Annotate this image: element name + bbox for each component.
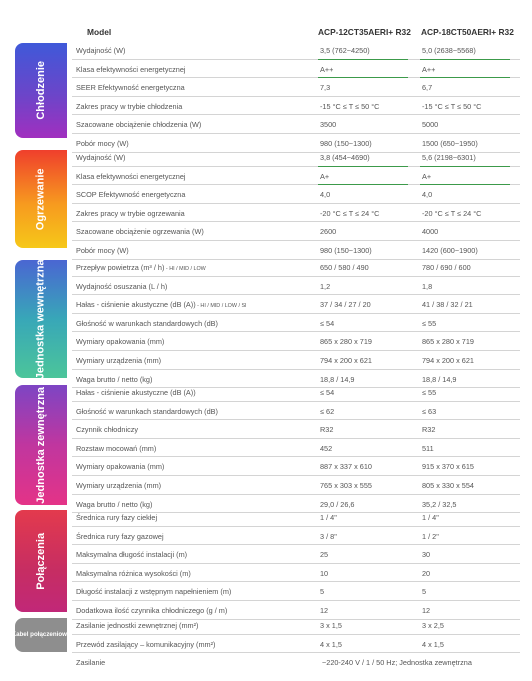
spec-value-model-2: 18,8 / 14,9 bbox=[422, 374, 457, 384]
spec-label: Waga brutto / netto (kg) bbox=[76, 499, 153, 509]
spec-value-model-1: -20 °C ≤ T ≤ 24 °C bbox=[320, 208, 380, 218]
spec-row bbox=[72, 148, 520, 167]
spec-label: Przepływ powietrza (m³ / h) - HI / MID / LOW bbox=[76, 263, 206, 272]
spec-value-model-2: -20 °C ≤ T ≤ 24 °C bbox=[422, 208, 482, 218]
spec-row bbox=[72, 204, 520, 223]
spec-value-model-1: 980 (150~1300) bbox=[320, 138, 372, 148]
spec-label: Wymiary opakowania (mm) bbox=[76, 337, 165, 347]
spec-label: Klasa efektywności energetycznej bbox=[76, 64, 186, 74]
section-title: Kabel połączeniowy bbox=[11, 631, 71, 639]
spec-value-model-1: 980 (150~1300) bbox=[320, 245, 372, 255]
spec-value-model-2: -15 °C ≤ T ≤ 50 °C bbox=[422, 101, 482, 111]
spec-value-model-1: A+ bbox=[320, 171, 330, 181]
section-rows bbox=[72, 258, 520, 388]
spec-row bbox=[72, 545, 520, 564]
spec-row bbox=[72, 277, 520, 296]
spec-value-model-1: 4,0 bbox=[320, 190, 331, 200]
spec-value-model-2: ≤ 63 bbox=[422, 406, 437, 416]
spec-value-model-1: 887 x 337 x 610 bbox=[320, 462, 372, 472]
spec-row bbox=[72, 351, 520, 370]
spec-value-model-2: 1500 (650~1950) bbox=[422, 138, 478, 148]
spec-value-model-1: 452 bbox=[320, 443, 333, 453]
section-title: Połączenia bbox=[34, 532, 47, 590]
spec-label: Głośność w warunkach standardowych (dB) bbox=[76, 318, 218, 328]
section-rows bbox=[72, 508, 520, 620]
spec-value-model-1: 37 / 34 / 27 / 20 bbox=[320, 300, 371, 310]
spec-row bbox=[72, 439, 520, 458]
table-header bbox=[0, 25, 532, 41]
section-rows bbox=[72, 616, 520, 672]
section-title: Chłodzenie bbox=[34, 61, 47, 120]
section-rows bbox=[72, 41, 520, 153]
section-tab-kabel bbox=[11, 618, 71, 652]
spec-row bbox=[72, 653, 520, 672]
spec-label: Zasilanie bbox=[76, 658, 106, 668]
spec-value-model-2: 5 bbox=[422, 587, 427, 597]
spec-label: Dodatkowa ilość czynnika chłodniczego (g / m) bbox=[76, 605, 228, 615]
spec-value-model-2: 4 x 1,5 bbox=[422, 639, 444, 649]
header-model-2: ACP-18CT50AERI+ R32 bbox=[421, 27, 514, 37]
spec-label: Głośność w warunkach standardowych (dB) bbox=[76, 406, 218, 416]
spec-label: Wydajność (W) bbox=[76, 153, 126, 162]
spec-value-model-2: 20 bbox=[422, 568, 431, 578]
spec-label: Hałas - ciśnienie akustyczne (dB (A)) bbox=[76, 388, 196, 397]
spec-value-model-2: 4,0 bbox=[422, 190, 433, 200]
spec-row bbox=[72, 41, 520, 60]
spec-value-model-1: 2600 bbox=[320, 227, 337, 237]
section-title: Jednostka wewnętrzna bbox=[34, 259, 47, 379]
spec-label: Długość instalacji z wstępnym napełnieniem (m) bbox=[76, 587, 232, 597]
spec-value-model-2: 805 x 330 x 554 bbox=[422, 480, 474, 490]
spec-value-model-2: 865 x 280 x 719 bbox=[422, 337, 474, 347]
section-tab-ogrzewanie bbox=[15, 150, 67, 248]
spec-row bbox=[72, 314, 520, 333]
section-title: Jednostka zewnętrzna bbox=[34, 386, 47, 504]
spec-value-model-1: 865 x 280 x 719 bbox=[320, 337, 372, 347]
spec-value-both: ~220-240 V / 1 / 50 Hz; Jednostka zewnętrzna bbox=[322, 658, 472, 668]
spec-row bbox=[72, 78, 520, 97]
spec-value-model-2: 3 x 2,5 bbox=[422, 621, 444, 630]
spec-row bbox=[72, 508, 520, 527]
spec-value-model-1: 18,8 / 14,9 bbox=[320, 374, 355, 384]
section-rows bbox=[72, 383, 520, 513]
spec-value-model-2: 1420 (600~1900) bbox=[422, 245, 478, 255]
spec-value-model-2: 35,2 / 32,5 bbox=[422, 499, 457, 509]
spec-label: Szacowane obciążenie ogrzewania (W) bbox=[76, 227, 204, 237]
spec-label: Zakres pracy w trybie ogrzewania bbox=[76, 208, 185, 218]
spec-label: Pobór mocy (W) bbox=[76, 138, 129, 148]
spec-value-model-1: 3,8 (454~4690) bbox=[320, 153, 370, 162]
spec-value-model-2: 511 bbox=[422, 443, 434, 453]
spec-value-model-1: 12 bbox=[320, 605, 329, 615]
spec-value-model-2: 6,7 bbox=[422, 83, 433, 93]
spec-value-model-2: 4000 bbox=[422, 227, 439, 237]
spec-value-model-1: 765 x 303 x 555 bbox=[320, 480, 372, 490]
spec-value-model-1: 29,0 / 26,6 bbox=[320, 499, 355, 509]
spec-label: Zakres pracy w trybie chłodzenia bbox=[76, 101, 183, 111]
spec-value-model-1: ≤ 54 bbox=[320, 388, 335, 397]
spec-label: Wymiary urządzenia (mm) bbox=[76, 355, 162, 365]
section-tab-chlodzenie bbox=[15, 43, 67, 138]
spec-value-model-2: 780 / 690 / 600 bbox=[422, 263, 471, 272]
header-model-1: ACP-12CT35AERI+ R32 bbox=[318, 27, 411, 37]
spec-value-model-2: R32 bbox=[422, 425, 436, 435]
section-tab-jednostka-zewnetrzna bbox=[15, 385, 67, 505]
spec-value-model-2: 5,6 (2198~6301) bbox=[422, 153, 476, 162]
spec-value-model-2: 1 / 2" bbox=[422, 531, 439, 541]
spec-label: Wydajność osuszania (L / h) bbox=[76, 281, 168, 291]
section-tab-polaczenia bbox=[15, 510, 67, 612]
spec-row bbox=[72, 258, 520, 277]
spec-label: Maksymalna długość instalacji (m) bbox=[76, 550, 188, 560]
spec-row bbox=[72, 185, 520, 204]
spec-value-model-2: A++ bbox=[422, 64, 436, 74]
spec-label: Rozstaw mocowań (mm) bbox=[76, 443, 157, 453]
spec-value-model-1: 10 bbox=[320, 568, 329, 578]
spec-value-model-1: -15 °C ≤ T ≤ 50 °C bbox=[320, 101, 380, 111]
spec-value-model-2: A+ bbox=[422, 171, 432, 181]
spec-value-model-1: R32 bbox=[320, 425, 334, 435]
spec-value-model-2: ≤ 55 bbox=[422, 318, 437, 328]
spec-row bbox=[72, 476, 520, 495]
spec-value-model-1: 1 / 4" bbox=[320, 513, 337, 522]
spec-value-model-1: 5 bbox=[320, 587, 325, 597]
spec-row bbox=[72, 222, 520, 241]
spec-label: Waga brutto / netto (kg) bbox=[76, 374, 153, 384]
spec-row bbox=[72, 97, 520, 116]
spec-row bbox=[72, 60, 520, 79]
spec-value-model-1: 3,5 (762~4250) bbox=[320, 46, 370, 55]
spec-label: Szacowane obciążenie chłodzenia (W) bbox=[76, 120, 202, 130]
spec-row bbox=[72, 616, 520, 635]
spec-label: Zasilanie jednostki zewnętrznej (mm²) bbox=[76, 621, 199, 630]
spec-value-model-1: 650 / 580 / 490 bbox=[320, 263, 369, 272]
spec-value-model-1: 3500 bbox=[320, 120, 337, 130]
header-model: Model bbox=[87, 27, 112, 37]
spec-row bbox=[72, 564, 520, 583]
spec-row bbox=[72, 457, 520, 476]
spec-value-model-2: ≤ 55 bbox=[422, 388, 437, 397]
spec-label: Pobór mocy (W) bbox=[76, 245, 129, 255]
spec-value-model-2: 1 / 4" bbox=[422, 513, 439, 522]
spec-value-model-1: 1,2 bbox=[320, 281, 331, 291]
spec-row bbox=[72, 402, 520, 421]
spec-row bbox=[72, 527, 520, 546]
spec-value-model-2: 915 x 370 x 615 bbox=[422, 462, 474, 472]
spec-value-model-1: ≤ 54 bbox=[320, 318, 335, 328]
spec-label: SCOP Efektywność energetyczna bbox=[76, 190, 186, 200]
spec-value-model-2: 794 x 200 x 621 bbox=[422, 355, 474, 365]
spec-label: Czynnik chłodniczy bbox=[76, 425, 139, 435]
section-rows bbox=[72, 148, 520, 260]
spec-row bbox=[72, 332, 520, 351]
section-tab-jednostka-wewnetrzna bbox=[15, 260, 67, 378]
spec-row bbox=[72, 115, 520, 134]
spec-value-model-2: 5,0 (2638~5568) bbox=[422, 46, 476, 55]
spec-label: Wydajność (W) bbox=[76, 46, 126, 55]
spec-value-model-2: 30 bbox=[422, 550, 431, 560]
spec-value-model-1: 25 bbox=[320, 550, 329, 560]
section-title: Ogrzewanie bbox=[34, 168, 47, 230]
spec-value-model-2: 5000 bbox=[422, 120, 439, 130]
spec-row bbox=[72, 420, 520, 439]
spec-value-model-1: 3 x 1,5 bbox=[320, 621, 342, 630]
spec-value-model-1: 3 / 8" bbox=[320, 531, 337, 541]
spec-value-model-1: 794 x 200 x 621 bbox=[320, 355, 372, 365]
spec-row bbox=[72, 635, 520, 654]
spec-label: Wymiary urządzenia (mm) bbox=[76, 480, 162, 490]
spec-label: Średnica rury fazy ciekłej bbox=[76, 513, 158, 522]
spec-value-model-1: 4 x 1,5 bbox=[320, 639, 342, 649]
spec-label: SEER Efektywność energetyczna bbox=[76, 83, 185, 93]
spec-value-model-1: 7,3 bbox=[320, 83, 331, 93]
spec-value-model-1: A++ bbox=[320, 64, 334, 74]
spec-label: Wymiary opakowania (mm) bbox=[76, 462, 165, 472]
spec-row bbox=[72, 582, 520, 601]
spec-row bbox=[72, 295, 520, 314]
spec-value-model-2: 41 / 38 / 32 / 21 bbox=[422, 300, 473, 310]
spec-label: Przewód zasilający – komunikacyjny (mm²) bbox=[76, 639, 216, 649]
spec-value-model-2: 1,8 bbox=[422, 281, 433, 291]
spec-row bbox=[72, 383, 520, 402]
spec-value-model-1: ≤ 62 bbox=[320, 406, 335, 416]
spec-row bbox=[72, 241, 520, 260]
spec-row bbox=[72, 167, 520, 186]
spec-label: Średnica rury fazy gazowej bbox=[76, 531, 164, 541]
spec-label: Maksymalna różnica wysokości (m) bbox=[76, 568, 191, 578]
spec-label: Klasa efektywności energetycznej bbox=[76, 171, 186, 181]
spec-value-model-2: 12 bbox=[422, 605, 431, 615]
spec-label: Hałas - ciśnienie akustyczne (dB (A)) - HI / MID / LOW / SI bbox=[76, 300, 247, 310]
